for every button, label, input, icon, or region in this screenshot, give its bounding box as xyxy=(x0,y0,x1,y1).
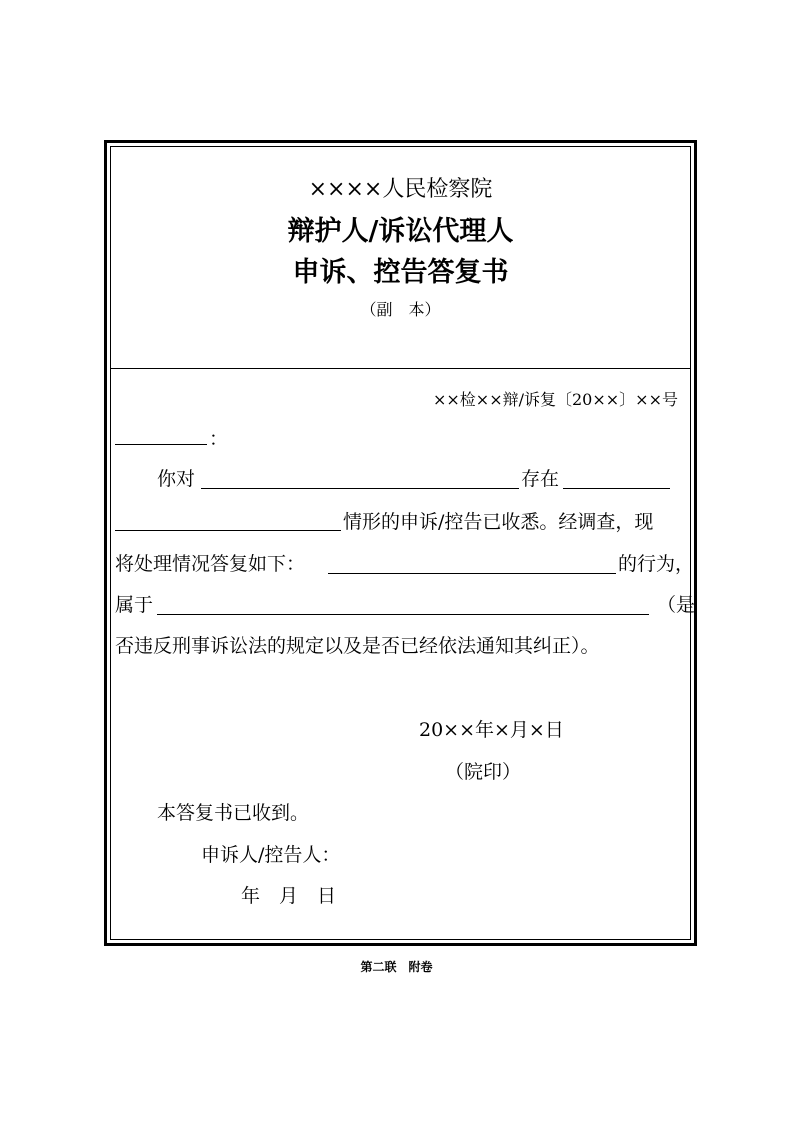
situation-blank-a xyxy=(563,488,670,489)
classification-blank xyxy=(157,614,649,615)
recipient-blank xyxy=(115,444,207,445)
receipt-party-label: 申诉人/控告人： xyxy=(201,844,341,866)
document-title-line1: 辩护人/诉讼代理人 xyxy=(287,216,514,247)
line5-text: 否违反刑事诉讼法的规定以及是否已经依法通知其纠正）。 xyxy=(115,635,600,657)
line4-text-b: （是 xyxy=(657,594,696,616)
line1-text-b: 存在 xyxy=(521,468,560,490)
court-name: ××××人民检察院 xyxy=(308,177,493,202)
receipt-confirmation: 本答复书已收到。 xyxy=(157,802,310,824)
copy-footer: 第二联 附卷 xyxy=(360,960,433,974)
header-divider xyxy=(111,368,690,369)
salutation-colon: ： xyxy=(209,428,229,450)
document-title-line2: 申诉、控告答复书 xyxy=(292,257,509,288)
receipt-date: 年 月 日 xyxy=(241,885,337,907)
line4-text-a: 属于 xyxy=(115,594,154,616)
line1-text-a: 你对 xyxy=(157,468,196,490)
subject-blank xyxy=(201,488,519,489)
line3-text-a: 将处理情况答复如下： xyxy=(115,553,306,575)
court-seal: （院印） xyxy=(445,761,522,783)
copy-label: （副 本） xyxy=(360,300,441,319)
conduct-blank xyxy=(328,573,616,574)
line3-text-b: 的行为， xyxy=(618,553,695,575)
document-frame xyxy=(104,140,697,946)
line2-text: 情形的申诉/控告已收悉。经调查，现 xyxy=(343,511,654,533)
document-number: ××检××辩/诉复〔20××〕××号 xyxy=(432,390,678,409)
situation-blank-b xyxy=(115,530,341,531)
issue-date: 20××年×月×日 xyxy=(419,719,564,741)
